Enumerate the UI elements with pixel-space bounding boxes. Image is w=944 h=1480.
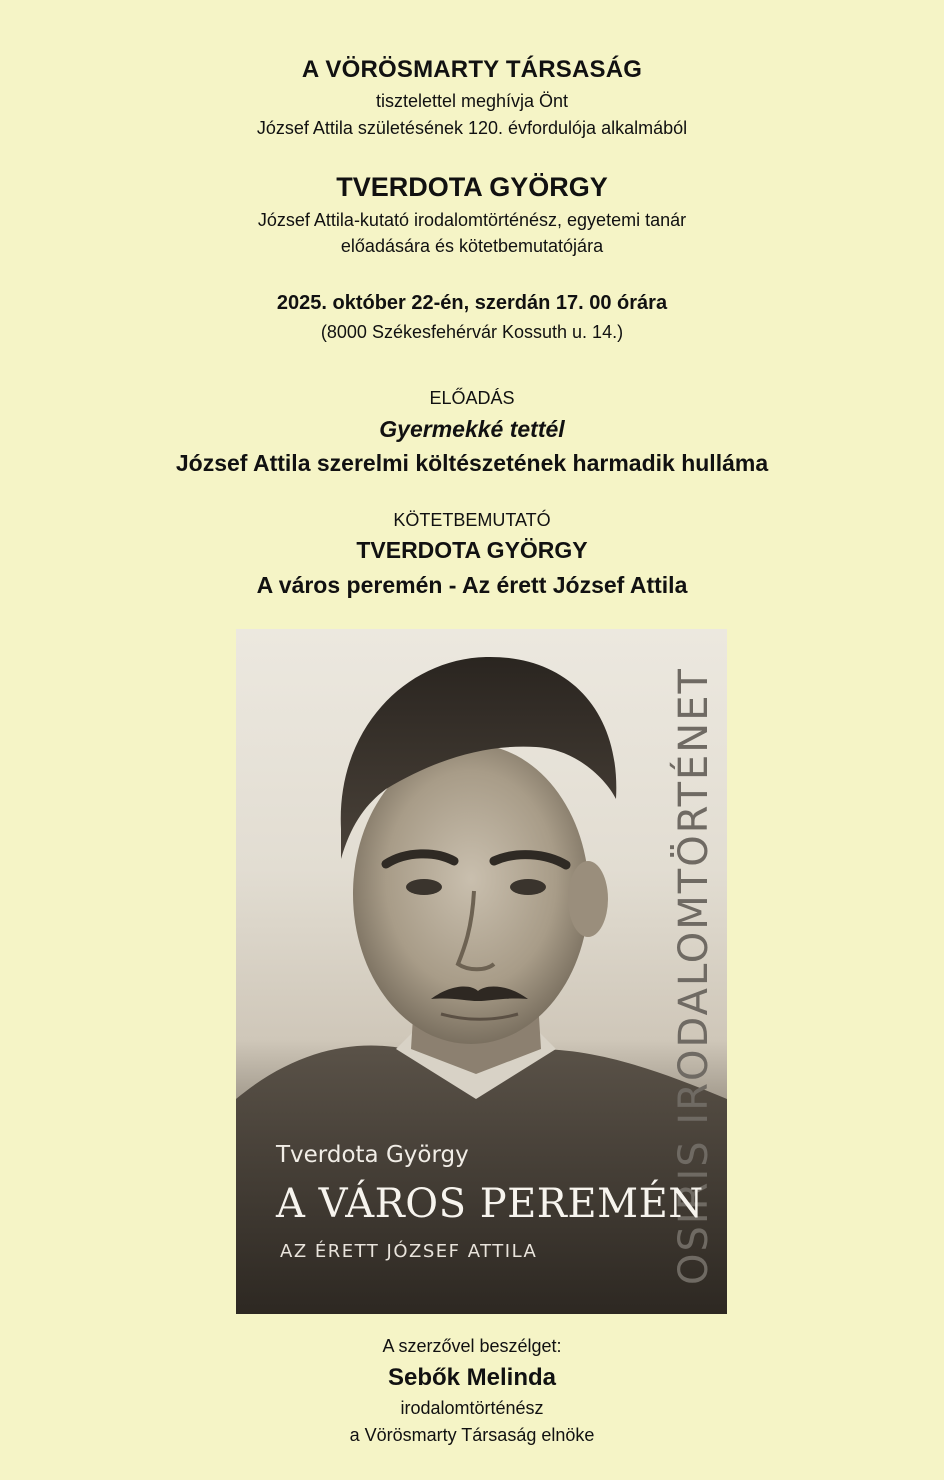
host-name: Sebők Melinda [387,1364,557,1391]
organizer-title: A VÖRÖSMARTY TÁRSASÁG [301,56,643,83]
invite-line: tisztelettel meghívja Önt [375,91,569,111]
book-cover [236,629,727,1314]
speaker-role: József Attila-kutató irodalomtörténész, egyetemi tanár [257,210,687,230]
cover-subtitle: AZ ÉRETT JÓZSEF ATTILA [280,1241,538,1262]
occasion-line: József Attila születésének 120. évfordulója alkalmából [256,118,688,138]
host-affiliation: a Vörösmarty Társaság elnöke [349,1425,595,1445]
book-launch-label: KÖTETBEMUTATÓ [393,510,551,530]
book-launch-title: A város peremén - Az érett József Attila [256,572,688,598]
event-address: (8000 Székesfehérvár Kossuth u. 14.) [320,322,624,342]
lecture-label: ELŐADÁS [429,388,515,408]
lecture-title: Gyermekké tettél [379,416,565,442]
lecture-subtitle: József Attila szerelmi költészetének harmadik hulláma [175,450,769,476]
host-intro: A szerzővel beszélget: [382,1336,562,1356]
speaker-name: TVERDOTA GYÖRGY [336,172,608,202]
event-date: 2025. október 22-én, szerdán 17. 00 órára [276,292,668,314]
cover-series-label: OSIRIS IRODALOMTÖRTÉNET [671,667,717,1285]
cover-title: A VÁROS PEREMÉN [276,1181,704,1227]
book-launch-author: TVERDOTA GYÖRGY [356,537,588,563]
event-description: előadására és kötetbemutatójára [340,236,604,256]
host-role: irodalomtörténész [400,1398,544,1418]
cover-author: Tverdota György [276,1142,469,1168]
